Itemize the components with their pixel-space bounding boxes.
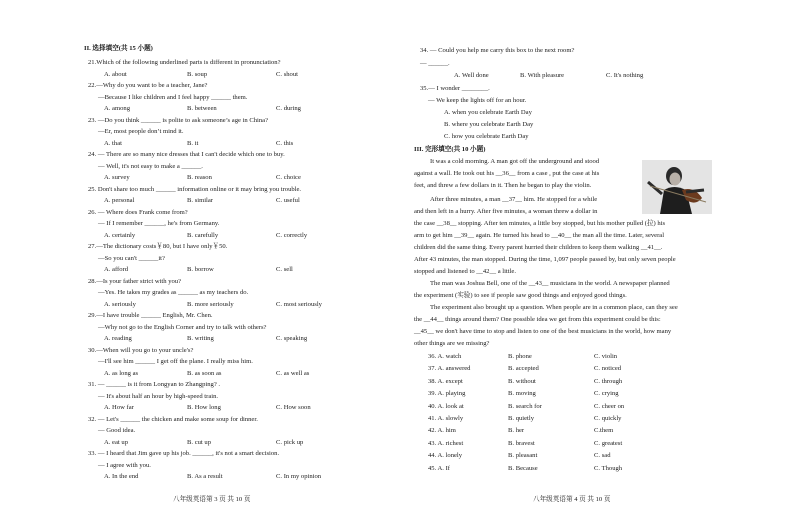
footer-page-3: 八年级英语第 3 页 共 10 页: [173, 496, 251, 503]
passage-line: After three minutes, a man __37__ him. He stopped for a while: [430, 196, 598, 203]
question-stem: 30.—When will you go to your uncle's?: [88, 346, 194, 354]
choice-c[interactable]: C. Though: [594, 464, 623, 472]
passage-line: children did the same thing. Every parent hurried their children to keep them walking __41__.: [414, 244, 663, 251]
question-stem: 26. — Where does Frank come from?: [88, 208, 188, 216]
option[interactable]: B. where you celebrate Earth Day: [444, 121, 534, 128]
choice-a[interactable]: 39. A. playing: [428, 390, 466, 398]
question-dialogue-line: — I agree with you.: [98, 461, 151, 469]
left-page: [84, 0, 390, 529]
choice-b[interactable]: B. moving: [508, 390, 536, 398]
choice-a[interactable]: 44. A. lonely: [428, 452, 463, 460]
passage-line: feet, and threw a few dollars in it. Then he began to play the violin.: [414, 182, 592, 189]
right-page: [414, 0, 714, 529]
option[interactable]: B. How long: [187, 404, 221, 411]
choice-c[interactable]: C. sad: [594, 452, 611, 460]
choice-c[interactable]: C. noticed: [594, 365, 622, 373]
choice-c[interactable]: C.them: [594, 427, 614, 435]
passage-line: and then left in a hurry. After five minutes, a woman threw a dollar in: [414, 208, 598, 215]
q35-answer-line: — We keep the lights off for an hour.: [428, 97, 527, 104]
choice-a[interactable]: 41. A. slowly: [428, 415, 464, 422]
question-stem: 22.—Why do you want to be a teacher, Jane?: [88, 82, 208, 89]
passage-line: The man was Joshua Bell, one of the __43__ musicians in the world. A newspaper planned: [430, 280, 670, 287]
question-dialogue-line: —I'll see him ______ I get off the plane. I really miss him.: [98, 358, 253, 365]
passage-line: It was a cold morning. A man got off the underground and stood: [430, 158, 600, 165]
choice-b[interactable]: B. quietly: [508, 415, 535, 422]
option[interactable]: B. With pleasure: [520, 72, 565, 79]
question-dialogue-line: —So you can't ______it?: [98, 254, 165, 262]
question-stem: 24. — There are so many nice dresses that I can't decide which one to buy.: [88, 151, 285, 158]
violinist-photo: [642, 160, 712, 214]
q34-line: 34. — Could you help me carry this box to the next room?: [420, 47, 575, 54]
question-dialogue-line: —Yes. He takes my grades as ______ as my teachers do.: [98, 289, 249, 296]
passage-line: After 43 minutes, the man stopped. During the time, 1,097 people passed by, but only seven people: [414, 256, 676, 263]
passage-line: against a wall. He took out his __36__ from a case , put the case at his: [414, 170, 600, 177]
choice-b[interactable]: B. Because: [508, 464, 538, 472]
question-dialogue-line: — It's about half an hour by high-speed train.: [98, 392, 219, 400]
choice-b[interactable]: B. pleasant: [508, 452, 538, 460]
option[interactable]: B. As a result: [187, 473, 223, 480]
passage-line: the case __38__ stopping. After ten minutes, a little boy stopped, but his mother pulled (拉) his: [414, 220, 666, 227]
choice-c[interactable]: C. greatest: [594, 439, 623, 447]
question-stem: 25. Don't share too much ______ information online or it may bring you trouble.: [88, 185, 302, 193]
question-stem: 33. — I heard that Jim gave up his job. ______, it's not a smart decision.: [88, 450, 280, 457]
question-stem: 32. — Let's ______ the chicken and make some soup for dinner.: [88, 415, 258, 423]
option[interactable]: B. writing: [187, 335, 214, 342]
choice-a[interactable]: 45. A. If: [428, 464, 450, 472]
violinist-image: [642, 160, 712, 214]
option[interactable]: A. among: [104, 105, 131, 112]
choice-a[interactable]: 42. A. him: [428, 427, 456, 435]
choice-c[interactable]: C. violin: [594, 353, 618, 360]
option[interactable]: A. personal: [104, 197, 135, 204]
choice-c[interactable]: C. quickly: [594, 415, 622, 422]
choice-b[interactable]: B. search for: [508, 402, 542, 410]
choice-c[interactable]: C. cheer on: [594, 402, 625, 410]
option[interactable]: C. how you celebrate Earth Day: [444, 133, 529, 140]
passage-line: the experiment (实验) to see if people saw good things and enjoyed good things.: [414, 292, 627, 299]
option[interactable]: C. correctly: [276, 231, 308, 239]
option[interactable]: C. during: [276, 105, 301, 112]
question-dialogue-line: —Why not go to the English Corner and try to talk with others?: [98, 323, 267, 331]
option[interactable]: C. this: [276, 139, 294, 147]
option[interactable]: B. borrow: [187, 266, 214, 273]
option[interactable]: B. between: [187, 105, 217, 112]
option[interactable]: A. reading: [104, 335, 132, 342]
passage-line: the __44__ things around them? One possible idea we get from this experiment could be this:: [414, 316, 661, 323]
passage-line: __45__ we don't have time to stop and listen to one of the best musicians in the world, how many: [414, 328, 672, 335]
option[interactable]: A. eat up: [104, 438, 128, 446]
option[interactable]: C. sell: [276, 266, 293, 273]
choice-a[interactable]: 37. A. answered: [428, 365, 471, 373]
option[interactable]: B. reason: [187, 174, 212, 181]
footer-page-4: 八年级英语第 4 页 共 10 页: [533, 496, 611, 503]
option[interactable]: A. as long as: [104, 369, 139, 377]
question-stem: 23. —Do you think ______ is polite to ask someone’s age in China?: [88, 116, 269, 124]
passage-line: other things are we missing?: [414, 340, 490, 347]
option[interactable]: B. as soon as: [187, 369, 222, 377]
option[interactable]: B. carefully: [187, 231, 219, 239]
question-dialogue-line: —Er, most people don’t mind it.: [98, 128, 184, 135]
section-title-multiple-choice: II. 选择填空(共 15 小题): [84, 45, 153, 52]
choice-b[interactable]: B. bravest: [508, 439, 535, 447]
choice-b[interactable]: B. without: [508, 377, 536, 385]
choice-a[interactable]: 38. A. except: [428, 377, 463, 385]
option[interactable]: C. useful: [276, 197, 300, 204]
option[interactable]: A. seriously: [104, 300, 136, 308]
option[interactable]: C. choice: [276, 174, 301, 181]
choice-a[interactable]: 40. A. look at: [428, 402, 464, 410]
choice-b[interactable]: B. her: [508, 427, 525, 435]
option[interactable]: C. speaking: [276, 335, 308, 342]
option[interactable]: A. afford: [104, 266, 129, 273]
option[interactable]: A. How far: [104, 404, 134, 411]
option[interactable]: C. How soon: [276, 404, 311, 411]
question-stem: 27.—The dictionary costs￥80, but I have only￥50.: [88, 243, 228, 250]
question-stem: 29.—I have trouble ______ English, Mr. Chen.: [88, 312, 213, 319]
section-title-cloze: III. 完形填空(共 10 小题): [414, 146, 486, 153]
choice-c[interactable]: C. crying: [594, 390, 619, 398]
choice-a[interactable]: 36. A. watch: [428, 353, 462, 360]
option[interactable]: C. In my opinion: [276, 473, 322, 480]
option[interactable]: A. about: [104, 70, 127, 78]
question-stem: 21.Which of the following underlined parts is different in pronunciation?: [88, 59, 281, 66]
choice-a[interactable]: 43. A. richest: [428, 439, 464, 447]
option[interactable]: A. Well done: [454, 72, 489, 79]
option[interactable]: B. more seriously: [187, 300, 234, 308]
choice-b[interactable]: B. accepted: [508, 365, 539, 373]
passage-line: arm to get him __39__ again. He turned his head to __40__ the man all the time. Later, several: [414, 232, 665, 239]
option[interactable]: A. that: [104, 139, 122, 147]
option[interactable]: A. survey: [104, 174, 130, 181]
option[interactable]: B. similar: [187, 197, 214, 204]
question-dialogue-line: — Well, it's not easy to make a ______.: [98, 162, 203, 170]
option[interactable]: B. cut up: [187, 438, 211, 446]
option[interactable]: A. certainly: [104, 231, 136, 239]
option[interactable]: C. as well as: [276, 369, 310, 377]
question-dialogue-line: — Good idea.: [98, 427, 136, 434]
question-dialogue-line: —Because I like children and I feel happy ______ them.: [98, 93, 248, 101]
choice-b[interactable]: B. phone: [508, 353, 532, 360]
option[interactable]: B. soup: [187, 70, 208, 78]
passage-line: The experiment also brought up a question. When people are in a common place, can they see: [430, 304, 678, 311]
q35-line: 35.— I wonder ________.: [420, 85, 490, 92]
option[interactable]: B. it: [187, 139, 199, 147]
passage-line: stopped and listened to __42__ a little.: [414, 268, 517, 275]
choice-c[interactable]: C. through: [594, 377, 623, 385]
option[interactable]: A. In the end: [104, 473, 139, 480]
option[interactable]: C. It's nothing: [606, 72, 644, 79]
option[interactable]: C. shout: [276, 70, 298, 78]
option[interactable]: C. pick up: [276, 438, 304, 446]
option[interactable]: A. when you celebrate Earth Day: [444, 109, 532, 116]
question-stem: 31. — ______ is it from Longyan to Zhangping? .: [88, 381, 221, 388]
option[interactable]: C. most seriously: [276, 300, 322, 308]
question-dialogue-line: — If I remember ______, he's from Germany.: [98, 220, 220, 227]
question-stem: 28.—Is your father strict with you?: [88, 277, 182, 285]
q34-answer-line: — ______.: [420, 60, 450, 67]
